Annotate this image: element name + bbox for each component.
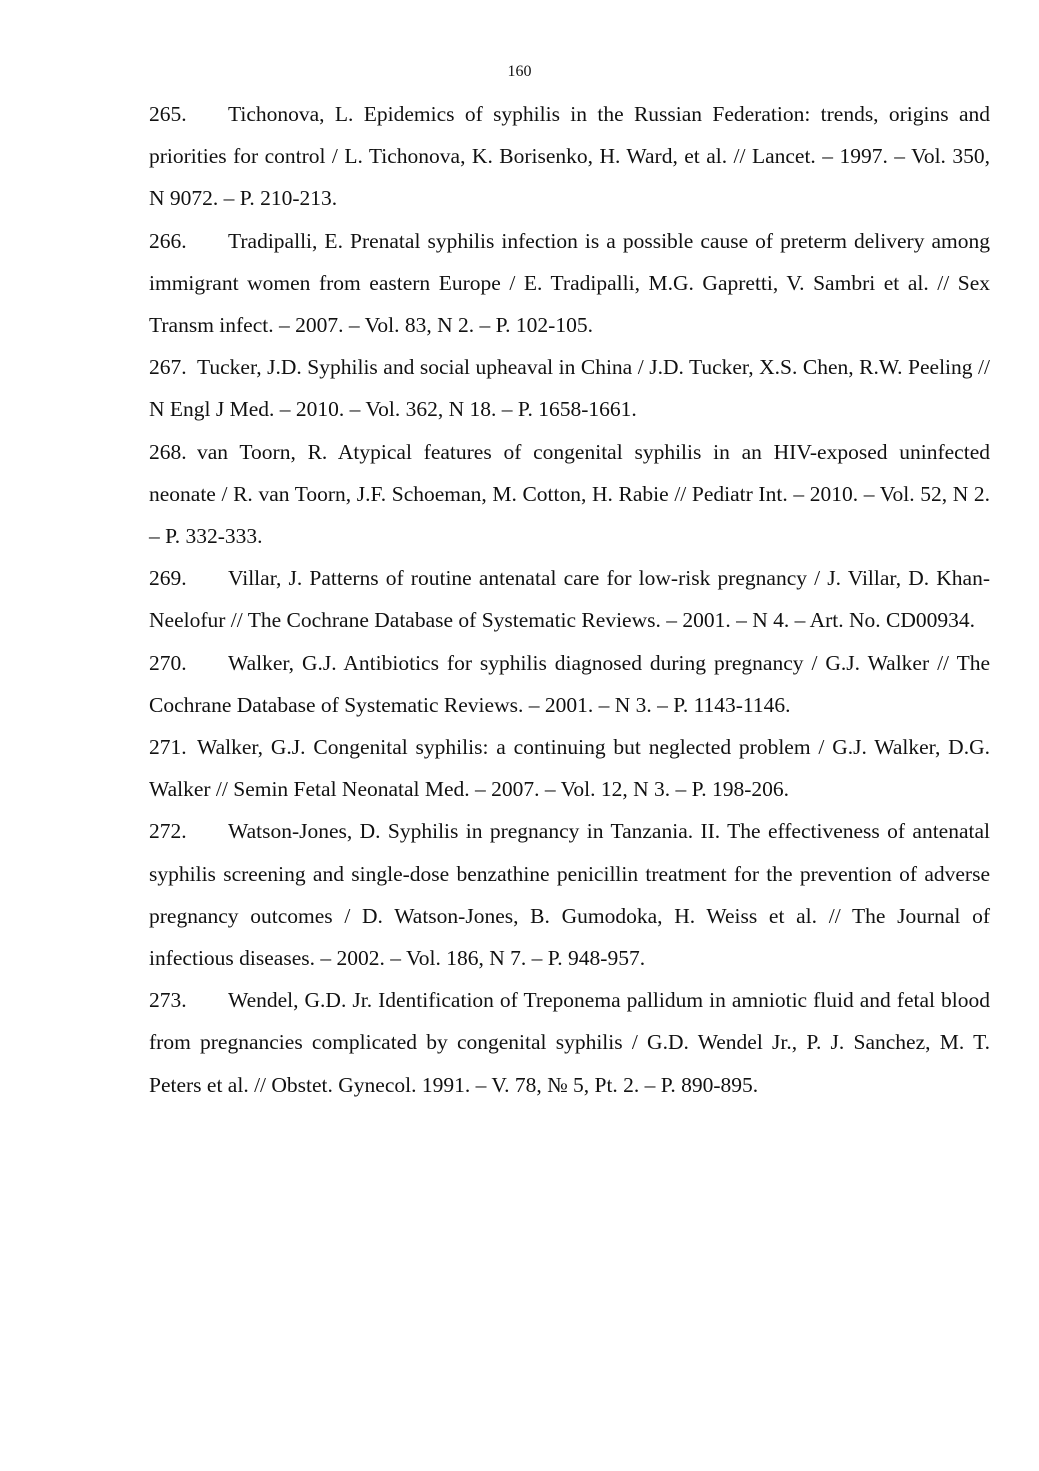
reference-number: 265. bbox=[149, 102, 187, 126]
reference-item bbox=[149, 726, 990, 810]
reference-number: 268. bbox=[149, 439, 187, 464]
reference-text: Wendel, G.D. Jr. Identification of Treponema pallidum in amniotic fluid and fetal blood from pregnancies complicated by congenital syphilis / G.D. Wendel Jr., P. J. Sanchez, M. T. Peters et al. // Obstet. Gynecol. 1991. – V. 78, № 5, Pt. 2. – P. 890-895. bbox=[149, 988, 990, 1097]
reference-number: 270. bbox=[149, 650, 187, 675]
reference-number: 267. bbox=[149, 355, 187, 380]
reference-item bbox=[149, 93, 990, 220]
reference-number: 266. bbox=[149, 228, 187, 253]
reference-text: Walker, G.J. Congenital syphilis: a continuing but neglected problem / G.J. Walker, D.G. Walker // Semin Fetal Neonatal Med. – 2007. – Vol. 12, N 3. – P. 198-206. bbox=[149, 735, 990, 802]
reference-text: van Toorn, R. Atypical features of congenital syphilis in an HIV-exposed uninfected neonate / R. van Toorn, J.F. Schoeman, M. Cotton, H. Rabie // Pediatr Int. – 2010. – Vol. 52, N 2. – P. 332-333. bbox=[149, 439, 990, 549]
reference-number: 273. bbox=[149, 988, 187, 1013]
reference-item bbox=[149, 220, 990, 347]
reference-text: Tucker, J.D. Syphilis and social upheaval in China / J.D. Tucker, X.S. Chen, R.W. Peeling // N Engl J Med. – 2010. – Vol. 362, N 18. – P. 1658-1661. bbox=[149, 355, 990, 422]
reference-text: Tradipalli, E. Prenatal syphilis infection is a possible cause of preterm delivery among immigrant women from eastern Europe / E. Tradipalli, M.G. Gapretti, V. Sambri et al. // Sex Transm infect. – 2007. – Vol. 83, N 2. – P. 102-105. bbox=[149, 228, 990, 338]
reference-number: 272. bbox=[149, 819, 187, 844]
reference-list bbox=[149, 93, 990, 1106]
reference-text: Tichonova, L. Epidemics of syphilis in the Russian Federation: trends, origins and priorities for control / L. Tichonova, K. Borisenko, H. Ward, et al. // Lancet. – 1997. – Vol. 350, N 9072. – P. 210-213. bbox=[149, 102, 990, 211]
reference-text: Villar, J. Patterns of routine antenatal care for low-risk pregnancy / J. Villar, D. Khan-Neelofur // The Cochrane Database of Systematic Reviews. – 2001. – N 4. – Art. No. CD00934. bbox=[149, 566, 990, 633]
reference-item bbox=[149, 810, 990, 979]
reference-text: Watson-Jones, D. Syphilis in pregnancy in Tanzania. II. The effectiveness of antenatal syphilis screening and single-dose benzathine penicillin treatment for the prevention of adverse pregnancy outcomes / D. Watson-Jones, B. Gumodoka, H. Weiss et al. // The Journal of infectious diseases. – 2002. – Vol. 186, N 7. – P. 948-957. bbox=[149, 819, 990, 971]
reference-number: 269. bbox=[149, 566, 187, 591]
page-number: 160 bbox=[507, 63, 532, 80]
reference-item bbox=[149, 642, 990, 726]
reference-item bbox=[149, 979, 990, 1106]
reference-text: Walker, G.J. Antibiotics for syphilis diagnosed during pregnancy / G.J. Walker // The Cochrane Database of Systematic Reviews. – 2001. – N 3. – P. 1143-1146. bbox=[149, 650, 990, 717]
reference-item bbox=[149, 431, 990, 558]
reference-item bbox=[149, 346, 990, 430]
reference-number: 271. bbox=[149, 735, 187, 760]
reference-item bbox=[149, 557, 990, 641]
